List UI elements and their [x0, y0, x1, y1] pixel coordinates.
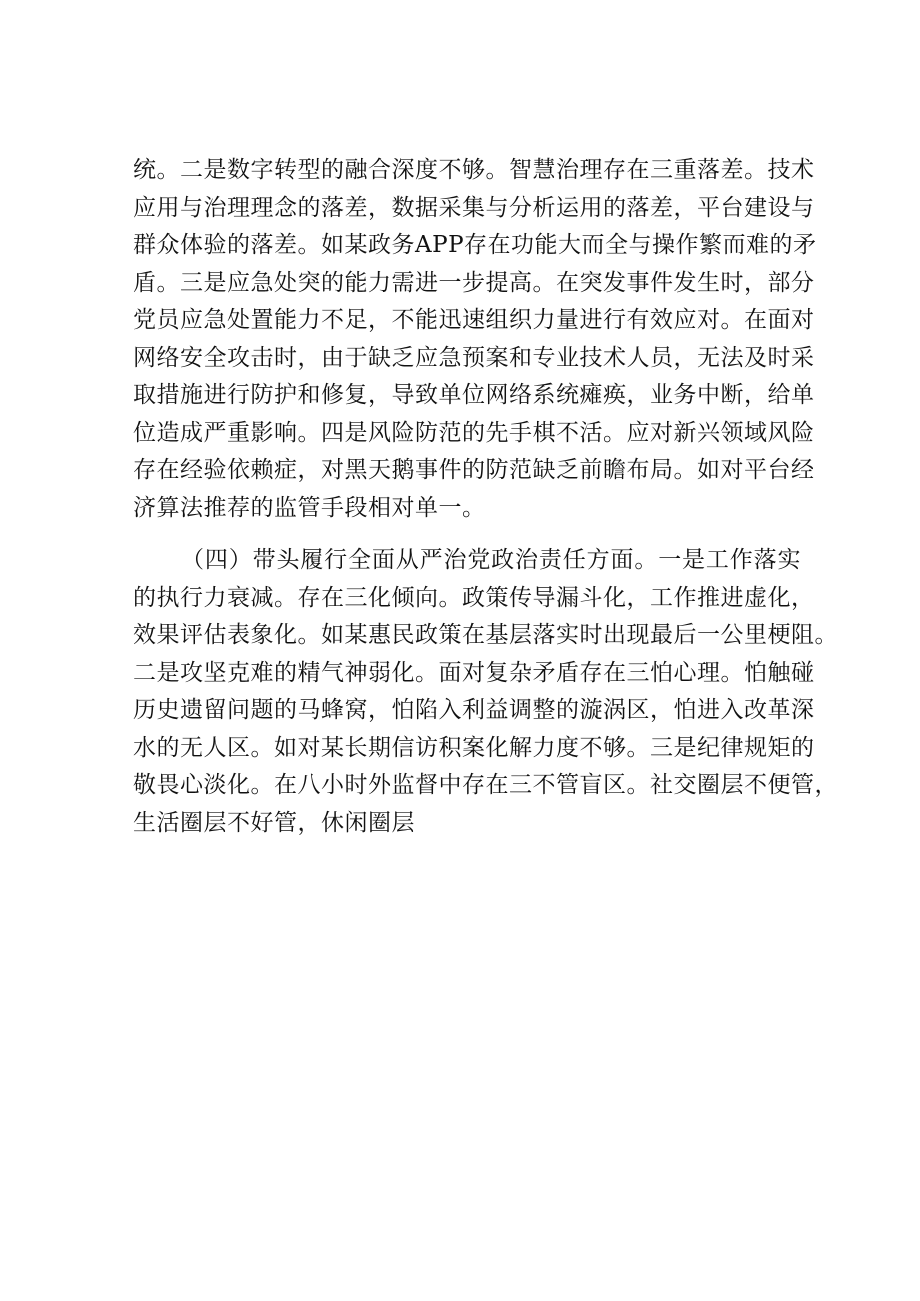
text-line: 统。二是数字转型的融合深度不够。智慧治理存在三重落差。技术: [133, 157, 815, 183]
paragraph-gap: [133, 527, 801, 542]
text-line: 敬畏心淡化。在八小时外监督中存在三不管盲区。社交圈层不便管，: [133, 772, 838, 798]
paragraph-2: [133, 542, 838, 842]
text-line: 位造成严重影响。四是风险防范的先手棋不活。应对新兴领域风险: [133, 419, 815, 446]
text-line: 济算法推荐的监管手段相对单一。: [133, 494, 486, 521]
text-line: 网络安全攻击时，由于缺乏应急预案和专业技术人员，无法及时采: [133, 344, 815, 371]
text-line: 取措施进行防护和修复，导致单位网络系统瘫痪，业务中断，给单: [133, 382, 815, 408]
text-line: 二是攻坚克难的精气神弱化。面对复杂矛盾存在三怕心理。怕触碰: [133, 659, 815, 686]
text-line: 存在经验依赖症，对黑天鹅事件的防范缺乏前瞻布局。如对平台经: [133, 457, 815, 483]
text-line: 应用与治理理念的落差，数据采集与分析运用的落差，平台建设与: [133, 194, 815, 221]
paragraph-1: [133, 152, 817, 527]
document-body: [133, 152, 838, 842]
text-line: 效果评估表象化。如某惠民政策在基层落实时出现最后一公里梗阻。: [133, 622, 838, 648]
text-line: 生活圈层不好管，休闲圈层: [133, 809, 415, 836]
text-line: 水的无人区。如对某长期信访积案化解力度不够。三是纪律规矩的: [133, 734, 815, 761]
text-line: 党员应急处置能力不足，不能迅速组织力量进行有效应对。在面对: [133, 307, 815, 333]
text-line: 的执行力衰减。存在三化倾向。政策传导漏斗化，工作推进虚化，: [133, 584, 815, 611]
text-line: 盾。三是应急处突的能力需进一步提高。在突发事件发生时，部分: [133, 269, 815, 296]
text-line: 历史遗留问题的马蜂窝，怕陷入利益调整的漩涡区，怕进入改革深: [133, 697, 815, 723]
section-heading-line: （四）带头履行全面从严治党政治责任方面。一是工作落实: [181, 547, 801, 573]
text-line: 群众体验的落差。如某政务APP存在功能大而全与操作繁而难的矛: [133, 232, 817, 258]
